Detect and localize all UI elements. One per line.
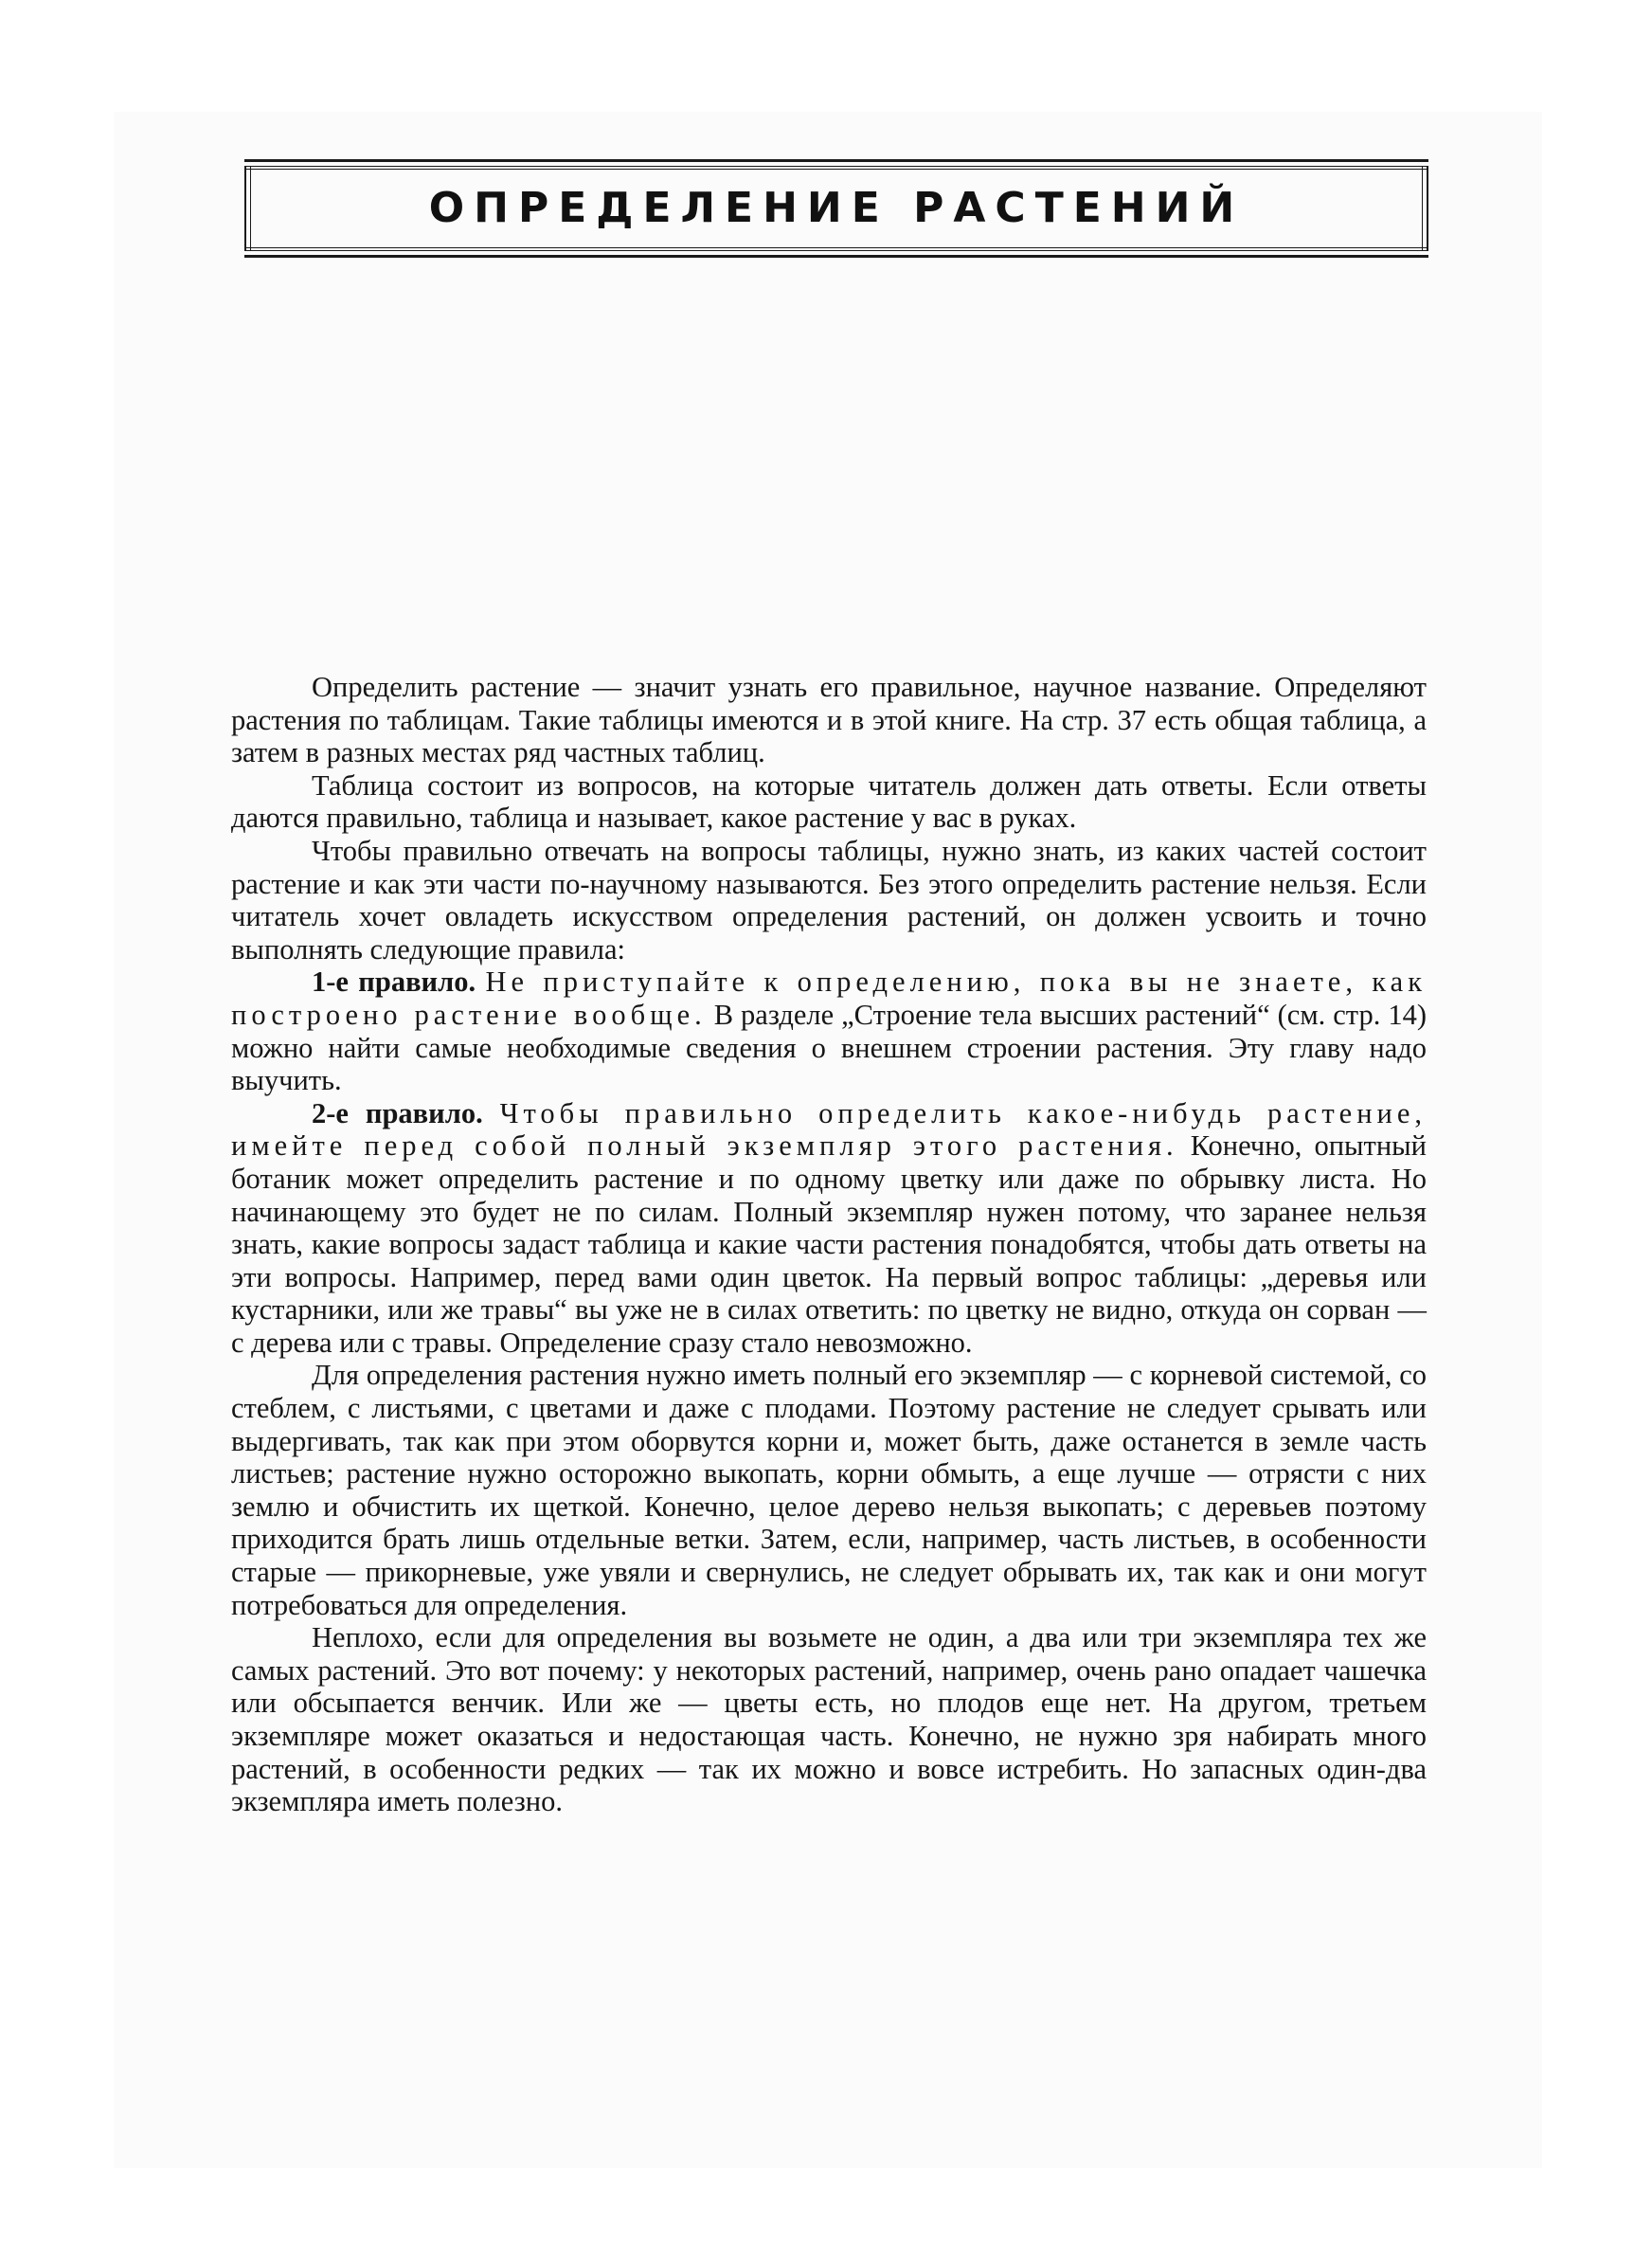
paragraph-text: Конечно, опытный ботаник может определить растение и по одному цветку или даже по обрывку листа. Но начинающему это будет не по силам. Полный экземпляр нужен потому, что заранее нельзя знать, какие вопросы задаст таблица и какие части растения понадобятся, чтобы дать ответы на эти вопросы. Например, перед вами один цветок. На первый вопрос таблицы: „деревья или кустарники, или же травы“ вы уже не в силах ответить: по цветку не видно, откуда он сорван — с дерева или с травы. Определение сразу стало невозможно.	[231, 1129, 1427, 1359]
paragraph-text: Для определения растения нужно иметь полный его экземпляр — с корневой системой, со стеблем, с листьями, с цветами и даже с плодами. Поэтому растение не следует срывать или выдергивать, так как при этом оборвутся корни и, может быть, даже останется в земле часть листьев; растение нужно осторожно выкопать, корни обмыть, а еще лучше — отрясти с них землю и обчистить их щеткой. Конечно, целое дерево нельзя выкопать; с деревьев поэтому приходится брать лишь отдельные ветки. Затем, если, например, часть листьев, в особенности старые — прикорневые, уже увяли и свернулись, не следует обрывать их, так как и они могут потребоваться для определения.	[231, 1359, 1427, 1621]
paragraph-rules-intro	[231, 835, 1427, 966]
rule-1-emphasis: Не приступайте к определению, пока вы не знаете, как построено растение вообще.	[231, 966, 1428, 1031]
rule-1-label: 1-е правило.	[312, 966, 476, 999]
paragraph-text: Неплохо, если для определения вы возьмете не один, а два или три экземпляра тех же самых растений. Это вот почему: у некоторых растений, например, очень рано опадает чашечка или обсыпается венчик. Или же — цветы есть, но плодов еще нет. На другом, третьем экземпляре может оказаться и недостающая часть. Конечно, не нужно зря набирать много растений, в особенности редких — так их можно и вовсе истребить. Но запасных один-два экземпляра иметь полезно.	[231, 1621, 1427, 1818]
paragraph-text: Чтобы правильно отвечать на вопросы таблицы, нужно знать, из каких частей состоит растение и как эти части по-научному называются. Без этого определить растение нельзя. Если читатель хочет овладеть искусством определения растений, он должен усвоить и точно выполнять следующие правила:	[231, 834, 1427, 966]
frame-top-rule-inner-2	[244, 169, 1428, 170]
rule-2-label: 2-е правило.	[312, 1096, 483, 1129]
rule-2-emphasis: Чтобы правильно определить какое-нибудь растение, имейте перед собой полный экземпляр этого растения.	[231, 1096, 1428, 1163]
paragraph-text: В разделе „Строение тела высших растений“ (см. стр. 14) можно найти самые необходимые сведения о внешнем строении растения. Эту главу надо выучить.	[231, 998, 1427, 1097]
paragraph-text: Таблица состоит из вопросов, на которые читатель должен дать ответы. Если ответы даются правильно, таблица и называет, какое растение у вас в руках.	[231, 768, 1427, 835]
paragraph-full-specimen	[231, 1359, 1427, 1621]
page-title: ОПРЕДЕЛЕНИЕ РАСТЕНИЙ	[428, 184, 1245, 232]
paragraph-table-structure	[231, 769, 1427, 835]
frame-bottom-rule-inner-2	[244, 247, 1428, 248]
frame-top-rule	[244, 159, 1428, 162]
frame-bottom-rule	[244, 255, 1428, 258]
paragraph-intro	[231, 671, 1427, 769]
title-frame	[244, 159, 1428, 258]
paragraph-rule-1	[231, 966, 1427, 1096]
paragraph-extra-specimens	[231, 1621, 1427, 1818]
paragraph-text: Определить растение — значит узнать его правильное, научное название. Определяют растения по таблицам. Такие таблицы имеются и в этой книге. На стр. 37 есть общая таблица, а затем в разных местах ряд частных таблиц.	[231, 671, 1427, 769]
body-text	[231, 671, 1427, 1818]
frame-top-rule-inner	[244, 166, 1428, 167]
paragraph-rule-2	[231, 1097, 1427, 1360]
frame-bottom-rule-inner	[244, 250, 1428, 251]
